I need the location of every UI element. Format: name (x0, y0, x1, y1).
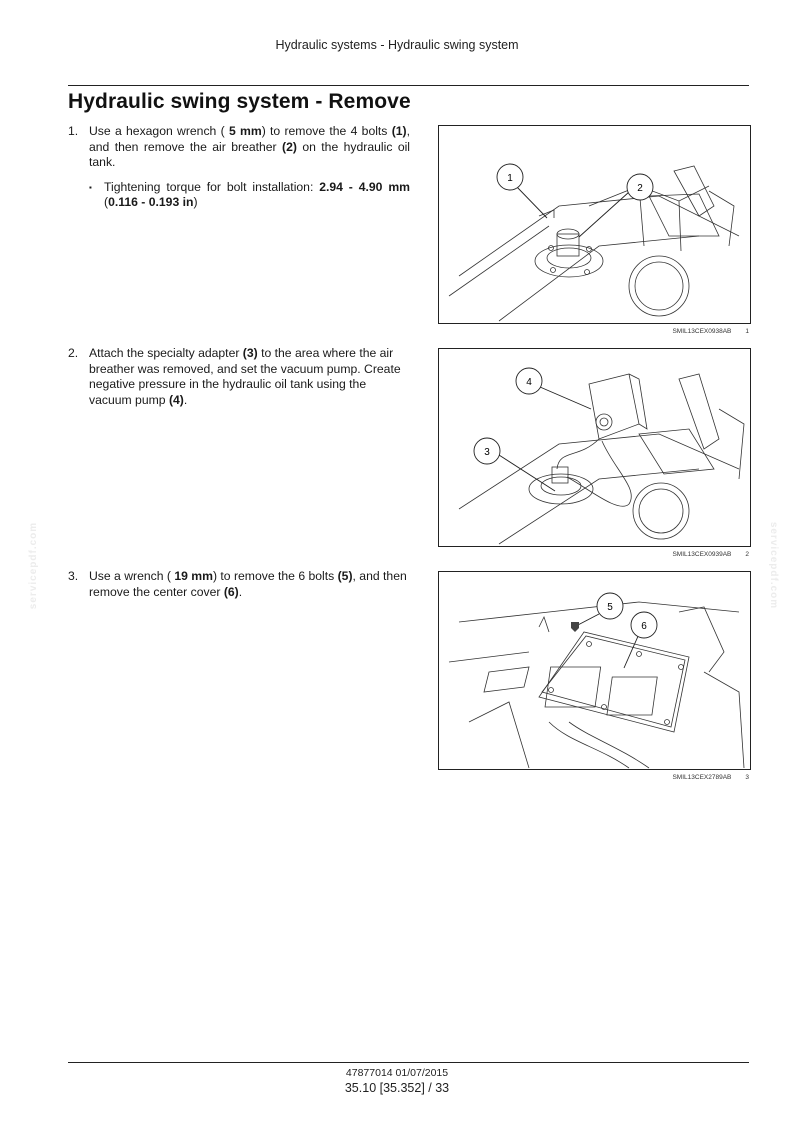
figure-3 (438, 571, 751, 770)
figure-2-illustration (439, 349, 750, 546)
step-1 (68, 124, 410, 211)
step-number: 2. (68, 346, 79, 360)
watermark-left: servicepdf.com (28, 521, 40, 610)
callout-4: 4 (526, 377, 532, 388)
figure-number: 2 (745, 551, 749, 558)
step-number: 3. (68, 569, 79, 583)
callout-1: 1 (507, 173, 513, 184)
footer-rule (68, 1062, 749, 1063)
footer-page-number: 35.10 [35.352] / 33 (344, 1081, 450, 1095)
figure-2 (438, 348, 751, 547)
figure-3-caption (438, 774, 749, 781)
figure-code: SMIL13CEX0938AB (672, 328, 732, 335)
bullet-marker: ▪ (89, 182, 92, 192)
watermark-right: servicepdf.com (768, 521, 780, 610)
figure-1-illustration (439, 126, 750, 323)
figure-3-illustration (439, 572, 750, 769)
step-2 (68, 346, 410, 408)
callout-3: 3 (484, 447, 490, 458)
figure-number: 1 (745, 328, 749, 335)
callout-6: 6 (641, 621, 647, 632)
figure-code: SMIL13CEX0939AB (672, 551, 732, 558)
figure-1 (438, 125, 751, 324)
step-text: Use a wrench ( 19 mm) to remove the 6 bolts (5), and then remove the center cover (6). (89, 569, 407, 599)
step-text: Use a hexagon wrench ( 5 mm) to remove the 4 bolts (1), and then remove the air breather (2) on the hydraulic oil tank. (89, 124, 411, 169)
figure-2-caption (438, 551, 749, 558)
step-3 (68, 569, 410, 600)
page-title: Hydraulic swing system - Remove (68, 90, 411, 113)
header-rule (68, 85, 749, 86)
bullet-item (89, 180, 410, 211)
footer-doc-info: 47877014 01/07/2015 (345, 1067, 449, 1079)
figure-code: SMIL13CEX2789AB (672, 774, 732, 781)
step-number: 1. (68, 124, 79, 138)
figure-number: 3 (745, 774, 749, 781)
bullet-text: Tightening torque for bolt installation: 2.94 - 4.90 mm (0.116 - 0.193 in) (104, 179, 410, 209)
step-text: Attach the specialty adapter (3) to the area where the air breather was removed, and set the vacuum pump. Create negative pressure in the hydraulic oil tank using the vacuum pump (4). (89, 346, 401, 407)
running-header: Hydraulic systems - Hydraulic swing system (275, 38, 519, 52)
callout-5: 5 (607, 602, 613, 613)
figure-1-caption (438, 328, 749, 335)
callout-2: 2 (637, 183, 643, 194)
